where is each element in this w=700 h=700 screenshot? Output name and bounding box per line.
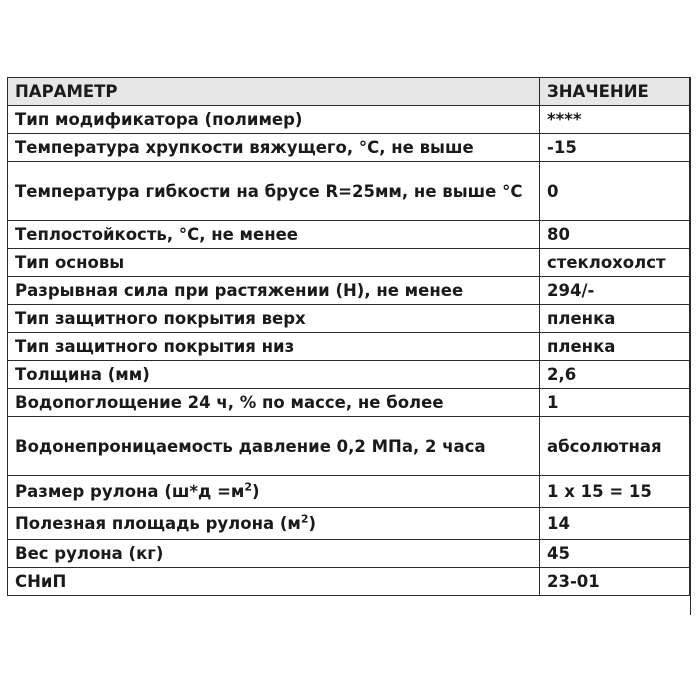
value-cell: пленка [540, 305, 690, 333]
table-row [8, 221, 690, 249]
value-cell: **** [540, 106, 690, 134]
param-cell: Тип защитного покрытия верх [8, 305, 540, 333]
value-cell: 2,6 [540, 361, 690, 389]
param-cell: Тип модификатора (полимер) [8, 106, 540, 134]
param-text: Полезная площадь рулона (м [15, 514, 301, 533]
header-param: ПАРАМЕТР [8, 78, 540, 106]
param-text-end: ) [308, 514, 317, 533]
param-text: Размер рулона (ш*д =м [15, 482, 245, 501]
table-row [8, 106, 690, 134]
value-cell: 14 [540, 508, 690, 540]
superscript: 2 [300, 512, 309, 526]
table-row [8, 277, 690, 305]
table-row [8, 249, 690, 277]
table-row [8, 568, 690, 596]
superscript: 2 [244, 480, 253, 494]
value-cell: 0 [540, 162, 690, 221]
table-row [8, 134, 690, 162]
table-row [8, 508, 690, 540]
table-row [8, 162, 690, 221]
param-cell: Температура хрупкости вяжущего, °С, не выше [8, 134, 540, 162]
spec-table [7, 77, 690, 596]
table-row [8, 476, 690, 508]
param-cell: Разрывная сила при растяжении (Н), не менее [8, 277, 540, 305]
value-cell: пленка [540, 333, 690, 361]
value-cell: 80 [540, 221, 690, 249]
param-cell [8, 508, 540, 540]
param-cell: Водопоглощение 24 ч, % по массе, не более [8, 389, 540, 417]
value-cell: 23-01 [540, 568, 690, 596]
page-edge-line [690, 77, 691, 615]
value-cell: 1 х 15 = 15 [540, 476, 690, 508]
table-row [8, 417, 690, 476]
value-cell: 45 [540, 540, 690, 568]
table-row [8, 361, 690, 389]
header-value: ЗНАЧЕНИЕ [540, 78, 690, 106]
param-cell: Толщина (мм) [8, 361, 540, 389]
value-cell: абсолютная [540, 417, 690, 476]
param-cell: Водонепроницаемость давление 0,2 МПа, 2 часа [8, 417, 540, 476]
table-row [8, 333, 690, 361]
param-cell: Тип основы [8, 249, 540, 277]
param-cell [8, 476, 540, 508]
value-cell: 1 [540, 389, 690, 417]
param-text-end: ) [252, 482, 260, 501]
value-cell: -15 [540, 134, 690, 162]
value-cell: стеклохолст [540, 249, 690, 277]
param-cell: Тип защитного покрытия низ [8, 333, 540, 361]
table-row [8, 305, 690, 333]
table-row [8, 540, 690, 568]
param-cell: Вес рулона (кг) [8, 540, 540, 568]
table-row [8, 389, 690, 417]
value-cell: 294/- [540, 277, 690, 305]
param-cell: Температура гибкости на брусе R=25мм, не выше °С [8, 162, 540, 221]
table-header-row [8, 78, 690, 106]
param-cell: Теплостойкость, °С, не менее [8, 221, 540, 249]
param-cell: СНиП [8, 568, 540, 596]
